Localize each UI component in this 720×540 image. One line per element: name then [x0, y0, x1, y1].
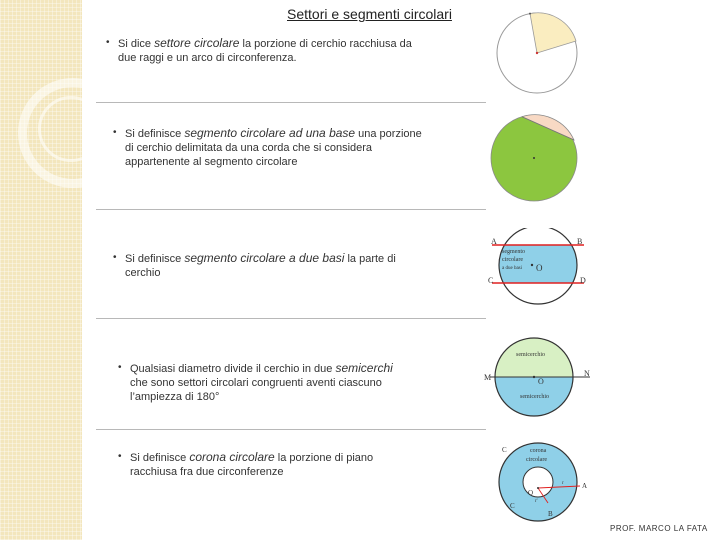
label-o: O: [536, 263, 543, 273]
label-n: N: [584, 369, 590, 378]
figure-annulus: [492, 440, 596, 524]
center-point: [537, 487, 539, 489]
center-point: [531, 264, 533, 266]
center-point: [536, 52, 538, 54]
center-point: [533, 157, 535, 159]
bullet-text: la porzione di cerchio racchiusa da: [239, 38, 412, 50]
decorative-ring: [38, 96, 104, 162]
bullet-term: corona circolare: [189, 450, 275, 464]
semicircle-bottom-label: semicerchio: [520, 394, 549, 400]
bullet-line: [125, 126, 485, 141]
label-o: O: [538, 377, 544, 386]
figure-segment-one-base: [488, 110, 580, 204]
bullet-line: che sono settori circolari congruenti aventi ciascuno: [130, 377, 382, 389]
bullet-line: cerchio: [125, 267, 161, 279]
bullet-line: appartenente al segmento circolare: [125, 156, 298, 168]
bullet-segment-one-base-definition: [113, 126, 485, 169]
annulus-caption-line: circolare: [526, 457, 547, 463]
label-r-inner: r': [535, 499, 538, 504]
bullet-text: una porzione: [355, 128, 422, 140]
bullet-dot: •: [113, 127, 117, 138]
label-r-outer: r: [562, 481, 564, 486]
bullet-text: la parte di: [344, 253, 396, 265]
bullet-line: [125, 251, 465, 266]
label-b: B: [548, 510, 553, 518]
bullet-line: [118, 36, 488, 51]
bullet-term: segmento circolare a due basi: [184, 251, 345, 265]
bullet-line: due raggi e un arco di circonferenza.: [118, 52, 297, 64]
label-c-bottom: C: [510, 502, 515, 510]
bullet-term: settore circolare: [154, 36, 240, 50]
label-c-top: C: [502, 446, 507, 454]
bullet-line: racchiusa fra due circonferenze: [130, 466, 284, 478]
figure-circular-sector: [493, 5, 583, 97]
bullet-line: [130, 450, 470, 465]
bullet-text: Si definisce: [130, 452, 190, 464]
bullet-text: la porzione di piano: [274, 452, 374, 464]
segment-caption-line: circolare: [502, 257, 523, 263]
annulus-caption-line: corona: [530, 448, 547, 454]
bullet-line: [130, 361, 470, 376]
divider: [96, 318, 486, 319]
bullet-text: Si dice: [118, 38, 155, 50]
bullet-dot: •: [106, 37, 110, 48]
segment-caption-line: a due basi: [502, 266, 522, 271]
footer-author: PROF. MARCO LA FATA: [610, 524, 708, 533]
bullet-text: Si definisce: [125, 253, 185, 265]
bullet-term: semicerchi: [335, 361, 393, 375]
bullet-line: di cerchio delimitata da una corda che si considera: [125, 142, 373, 154]
bullet-sector-definition: [106, 36, 488, 65]
segment-caption-line: segmento: [502, 249, 525, 255]
label-b: B: [577, 237, 583, 246]
label-o: O: [528, 489, 534, 497]
label-a: A: [582, 482, 588, 490]
figure-segment-two-bases: [484, 228, 594, 314]
center-point: [533, 376, 535, 378]
bullet-dot: •: [118, 362, 122, 373]
bullet-term: segmento circolare ad una base: [184, 126, 356, 140]
divider: [96, 429, 486, 430]
figure-semicircles: [480, 332, 598, 428]
bullet-segment-two-bases-definition: [113, 251, 465, 280]
semicircle-top-label: semicerchio: [516, 352, 545, 358]
label-d: D: [580, 276, 586, 285]
bullet-semicircle-definition: [118, 361, 470, 404]
divider: [96, 102, 486, 103]
divider: [96, 209, 486, 210]
slide-title: Settori e segmenti circolari: [287, 6, 452, 22]
bullet-dot: •: [113, 252, 117, 263]
label-c: C: [488, 276, 494, 285]
label-a: A: [491, 237, 497, 246]
bullet-text: Si definisce: [125, 128, 185, 140]
arc-point: [529, 13, 531, 15]
bullet-text: Qualsiasi diametro divide il cerchio in due: [130, 363, 336, 375]
label-m: M: [484, 373, 492, 382]
bullet-dot: •: [118, 451, 122, 462]
bullet-line: l’ampiezza di 180°: [130, 391, 220, 403]
bullet-annulus-definition: [118, 450, 470, 479]
